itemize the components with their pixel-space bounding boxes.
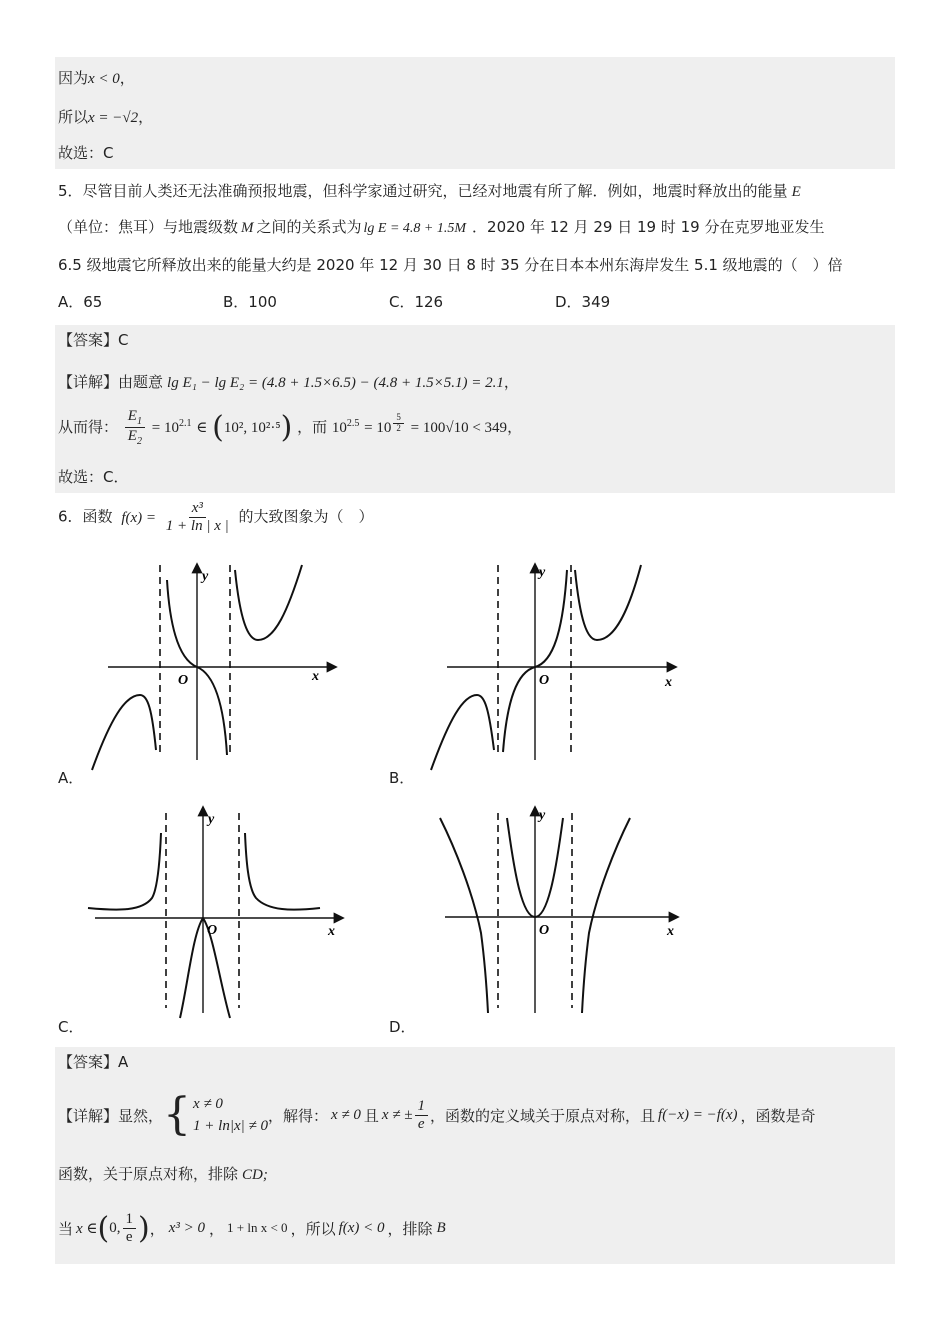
y-axis-label: y — [539, 808, 546, 823]
q5-option-a[interactable]: A．65 — [58, 293, 103, 311]
q5-detail-line: 【详解】由题意 lg E₁ − lg E₂ = (4.8 + 1.5×6.5) − (4.8 + 1.5×5.1) = 2.1， — [58, 373, 519, 391]
graph-c-label[interactable]: C． — [58, 1018, 84, 1036]
q5-option-b[interactable]: B．100 — [223, 293, 277, 311]
graph-d[interactable] — [425, 803, 705, 1023]
q5-line-2: （单位：焦耳）与地震级数 M 之间的关系式为 lg E = 4.8 + 1.5M ．2020 年 12 月 29 日 19 时 19 分在克罗地亚发生 — [58, 218, 825, 236]
math-inline: x < 0 — [88, 71, 120, 87]
q5-final: 故选：C． — [58, 468, 129, 486]
x-axis-label: x — [665, 675, 672, 690]
graph-a[interactable] — [80, 560, 360, 770]
q5-option-c[interactable]: C．126 — [389, 293, 444, 311]
math-inline: lg E₁ − lg E₂ = (4.8 + 1.5×6.5) − (4.8 + 1.5×5.1) = 2.1 — [167, 375, 504, 391]
q5-line-3: 6.5 级地震它所释放出来的能量大约是 2020 年 12 月 30 日 8 时 35 分在日本本州东海岸发生 5.1 级地震的（ ）倍 — [58, 256, 843, 274]
origin-label: O — [539, 673, 550, 688]
math-inline: x = −√2 — [88, 110, 139, 126]
prev-line-3: 故选：C — [58, 144, 114, 162]
y-axis-label: y — [208, 812, 215, 827]
q6-answer-label: 【答案】A — [58, 1053, 129, 1071]
x-axis-label: x — [312, 669, 319, 684]
interval-fraction: $\frac{1}{e}$ — [123, 1211, 137, 1245]
inverse-e-fraction: $\frac{1}{e}$ — [415, 1098, 429, 1132]
graph-d-label[interactable]: D． — [389, 1018, 416, 1036]
graph-b[interactable] — [425, 560, 705, 770]
prev-line-1: 因为x < 0， — [58, 69, 135, 87]
prev-line-2: 所以x = −√2， — [58, 108, 154, 126]
q6-stem: 6．函数 f(x) = $\frac{\text{x³}}{1 + \ln | x |}$ 的大致图象为（ ） — [58, 500, 374, 534]
x-axis-label: x — [328, 924, 335, 939]
function-definition: f(x) = — [121, 509, 157, 526]
q5-line-1: 5．尽管目前人类还无法准确预报地震，但科学家通过研究，已经对地震有所了解．例如，地震时释放出的能量 E — [58, 182, 801, 200]
equation-system: { x ≠ 0 1 + ln|x| ≠ 0 — [163, 1089, 268, 1140]
graph-c[interactable] — [80, 803, 360, 1023]
q5-option-d[interactable]: D．349 — [555, 293, 611, 311]
graph-b-label[interactable]: B． — [389, 769, 415, 787]
energy-ratio-fraction: $\frac{E_1}{E_2}$ — [125, 408, 145, 447]
origin-label: O — [539, 923, 550, 938]
origin-label: O — [207, 923, 218, 938]
graph-a-label[interactable]: A． — [58, 769, 84, 787]
q6-detail-line-3: 当 x ∈ ( 0, $\frac{1}{e}$ ) ， x³ > 0 ， 1 + ln x < 0 ，所以 f(x) < 0 ，排除 B — [58, 1210, 446, 1246]
q6-detail-line-2: 函数，关于原点对称，排除 CD; — [58, 1165, 268, 1183]
q5-answer-label: 【答案】C — [58, 331, 129, 349]
prev-solution-panel — [55, 57, 895, 169]
q6-detail-line-1: 【详解】 显然， { x ≠ 0 1 + ln|x| ≠ 0 ，解得： x ≠ 0 且 x ≠ ± $\frac{1}{e}$ ，函数的定义域关于原点对称，且 f(−x) = −f(x) ，函数是奇 — [58, 1089, 816, 1140]
function-fraction: $\frac{\text{x³}}{1 + \ln | x |}$ — [165, 500, 229, 534]
energy-formula: lg E = 4.8 + 1.5M — [363, 221, 467, 236]
y-axis-label: y — [202, 569, 209, 584]
q5-thus-line: 从而得： $\frac{E_1}{E_2}$ = $10^{2.1}$ ∈ (10², 10²·⁵) ，而 $10^{2.5} = 10$ $^{\frac{5}{2}}$ = 100√10 < 349， — [58, 408, 523, 447]
x-axis-label: x — [667, 924, 674, 939]
origin-label: O — [178, 673, 189, 688]
y-axis-label: y — [539, 565, 546, 580]
